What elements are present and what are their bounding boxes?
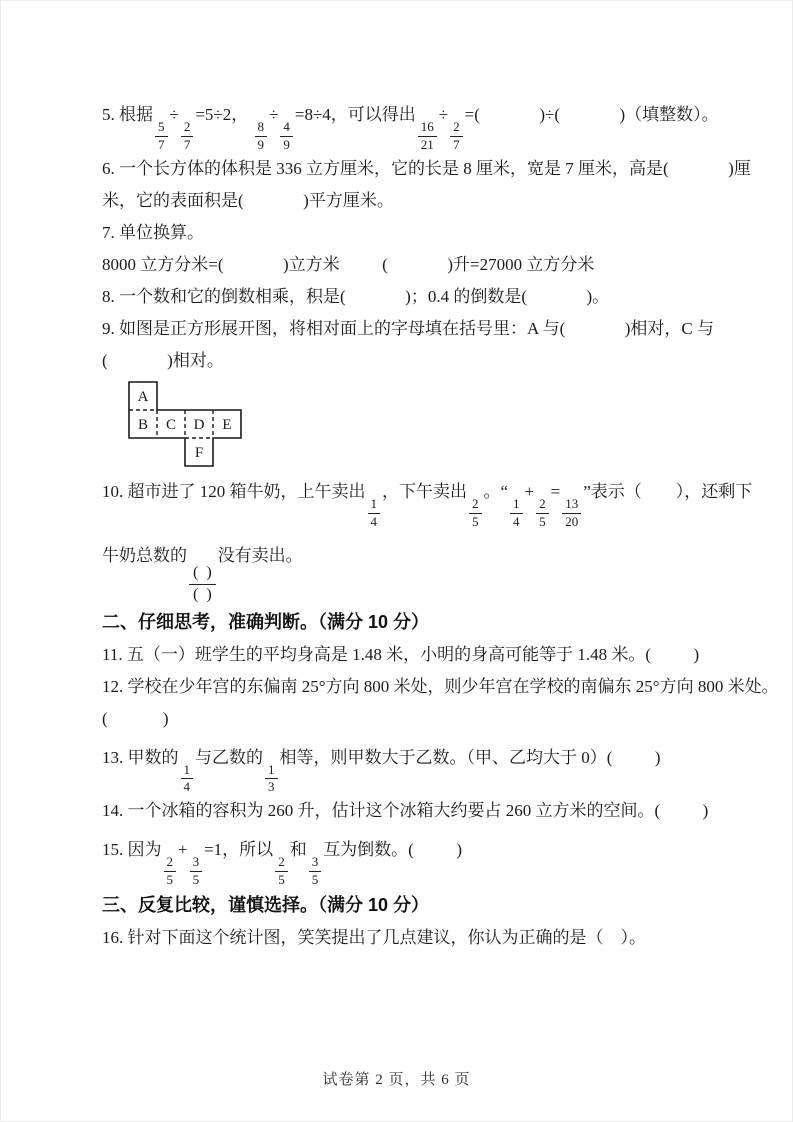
- fraction: [536, 497, 549, 530]
- page-footer: 试卷第 2 页，共 6 页: [322, 1072, 471, 1088]
- net-letter-e: E: [222, 416, 232, 433]
- fraction-denominator: 5: [166, 872, 173, 888]
- fraction: [190, 855, 203, 888]
- fraction: [418, 120, 437, 153]
- fraction-denominator: 7: [158, 136, 165, 152]
- fraction: [155, 120, 168, 153]
- fraction: [181, 120, 194, 153]
- fraction-denominator: 4: [183, 779, 190, 795]
- text-run: 。“: [483, 481, 509, 501]
- fraction-denominator: 4: [370, 513, 377, 529]
- question-13: [102, 735, 702, 796]
- text-run: =: [550, 481, 561, 501]
- net-letter-c: C: [165, 416, 177, 433]
- fraction: [309, 855, 322, 888]
- question-15: [102, 827, 702, 888]
- fraction: [469, 497, 482, 530]
- text-run: ( )相对。: [102, 350, 224, 370]
- question-10-line-1: [102, 469, 753, 530]
- fraction-denominator: 9: [257, 136, 265, 152]
- text-run: ÷: [269, 105, 279, 124]
- fraction: [368, 497, 381, 530]
- fraction-numerator: 4: [280, 120, 293, 137]
- question-14: [102, 795, 709, 827]
- text-run: +: [524, 481, 535, 501]
- fraction: [450, 120, 463, 153]
- question-9-line-2: [102, 345, 702, 377]
- fraction-numerator: 16: [418, 120, 437, 137]
- text-run: 16. 针对下面这个统计图，笑笑提出了几点建议，你认为正确的是（ ）。: [102, 928, 646, 948]
- text-run: 15. 因为: [102, 840, 162, 860]
- fraction-denominator: ( ): [193, 586, 212, 604]
- text-run: 8000 立方分米=( )立方米 ( )升=27000 立方分米: [102, 254, 595, 274]
- text-run: 和: [289, 840, 307, 860]
- text-run: 13. 甲数的: [102, 747, 179, 767]
- text-run: ÷: [438, 105, 449, 124]
- fraction-denominator: 5: [192, 872, 200, 888]
- fraction-numerator: 1: [265, 763, 278, 780]
- text-run: 9. 如图是正方形展开图，将相对面上的字母填在括号里：A 与( )相对，C 与: [102, 318, 714, 338]
- question-12-line-1: [102, 671, 779, 703]
- fraction-denominator: 7: [183, 136, 191, 152]
- fraction: [275, 855, 288, 888]
- fraction-denominator: 21: [420, 136, 434, 152]
- fraction-denominator: 3: [268, 779, 275, 795]
- question-6-line-1: [102, 153, 751, 185]
- text-run: =1，所以: [204, 840, 274, 860]
- fraction-denominator: 5: [539, 513, 546, 529]
- exam-content: [102, 92, 779, 954]
- text-run: 14. 一个冰箱的容积为 260 升，估计这个冰箱大约要占 260 立方米的空间。( ): [102, 801, 709, 821]
- fraction-numerator: ( ): [189, 564, 216, 585]
- text-run: 12. 学校在少年宫的东偏南 25°方向 800 米处，则少年宫在学校的南偏东 25°方向 800 米处。: [102, 676, 779, 696]
- text-run: =8÷4，可以得出: [294, 105, 416, 124]
- text-run: 米，它的表面积是( )平方厘米。: [102, 190, 394, 210]
- fraction-numerator: 1: [510, 497, 523, 514]
- fraction-numerator: 2: [181, 120, 194, 137]
- cube-net-svg: [128, 381, 244, 467]
- net-letter-a: A: [137, 388, 149, 405]
- text-run: 10. 超市进了 120 箱牛奶，上午卖出: [102, 481, 366, 501]
- fraction-numerator: 2: [164, 855, 177, 872]
- section-2-heading: 二、仔细思考，准确判断。（满分 10 分）: [102, 611, 430, 632]
- fraction-numerator: 2: [450, 120, 463, 137]
- fraction-denominator: 20: [565, 513, 579, 529]
- fraction-numerator: 1: [181, 763, 194, 780]
- fraction: [265, 763, 278, 796]
- fraction-numerator: 2: [469, 497, 482, 514]
- text-run: 7. 单位换算。: [102, 222, 204, 242]
- fraction-numerator: 2: [536, 497, 549, 514]
- text-run: +: [178, 840, 188, 860]
- text-run: 没有卖出。: [217, 545, 303, 565]
- question-11: [102, 639, 702, 671]
- text-run: ，下午卖出: [382, 481, 467, 501]
- fraction: [164, 855, 177, 888]
- fraction: [280, 120, 293, 153]
- fraction: [510, 497, 523, 530]
- fraction-numerator: 2: [275, 855, 288, 872]
- question-12-line-2: [102, 703, 702, 735]
- fraction-denominator: 5: [472, 513, 479, 529]
- question-7-conversion: [102, 249, 702, 281]
- text-run: 5. 根据: [102, 105, 153, 124]
- question-8: [102, 281, 702, 313]
- text-run: 与乙数的: [195, 747, 263, 767]
- question-5: [102, 92, 719, 153]
- question-16: [102, 922, 702, 954]
- text-run: =5÷2，: [195, 105, 253, 124]
- net-letter-f: F: [194, 444, 204, 461]
- fraction: [255, 120, 268, 153]
- text-run: 6. 一个长方体的体积是 336 立方厘米，它的长是 8 厘米，宽是 7 厘米，高是( )厘: [102, 158, 751, 178]
- text-run: 相等，则甲数大于乙数。（甲、乙均大于 0）( ): [279, 747, 661, 767]
- text-run: 8. 一个数和它的倒数相乘，积是( )；0.4 的倒数是( )。: [102, 286, 610, 306]
- fraction-numerator: 13: [562, 497, 581, 514]
- net-letter-d: D: [193, 416, 205, 433]
- text-run: ”表示（ ），还剩下: [583, 481, 753, 501]
- question-10-line-2: [102, 530, 702, 605]
- section-3-heading: 三、反复比较，谨慎选择。（满分 10 分）: [102, 895, 430, 916]
- fraction-numerator: 3: [190, 855, 203, 872]
- fraction-denominator: 7: [453, 136, 460, 152]
- text-run: ÷: [169, 105, 179, 124]
- fraction-denominator: 9: [283, 136, 290, 152]
- fraction-numerator: 3: [309, 855, 322, 872]
- fraction-numerator: 1: [368, 497, 381, 514]
- question-6-line-2: [102, 185, 702, 217]
- text-run: 牛奶总数的: [102, 545, 187, 565]
- question-9-line-1: [102, 313, 714, 345]
- text-run: =( )÷( )（填整数）。: [464, 105, 719, 124]
- cube-net-figure: [128, 381, 702, 467]
- text-run: 互为倒数。( ): [323, 840, 463, 860]
- fraction: [189, 564, 216, 605]
- fraction-denominator: 4: [513, 513, 520, 529]
- question-7: [102, 217, 702, 249]
- text-run: ( ): [102, 708, 169, 728]
- fraction-denominator: 5: [311, 872, 319, 888]
- net-letter-b: B: [137, 416, 149, 433]
- fraction: [181, 763, 194, 796]
- fraction: [562, 497, 581, 530]
- fraction-numerator: 5: [155, 120, 168, 137]
- fraction-denominator: 5: [278, 872, 285, 888]
- fraction-numerator: 8: [255, 120, 268, 137]
- text-run: 11. 五（一）班学生的平均身高是 1.48 米，小明的身高可能等于 1.48 米。( ): [102, 644, 700, 664]
